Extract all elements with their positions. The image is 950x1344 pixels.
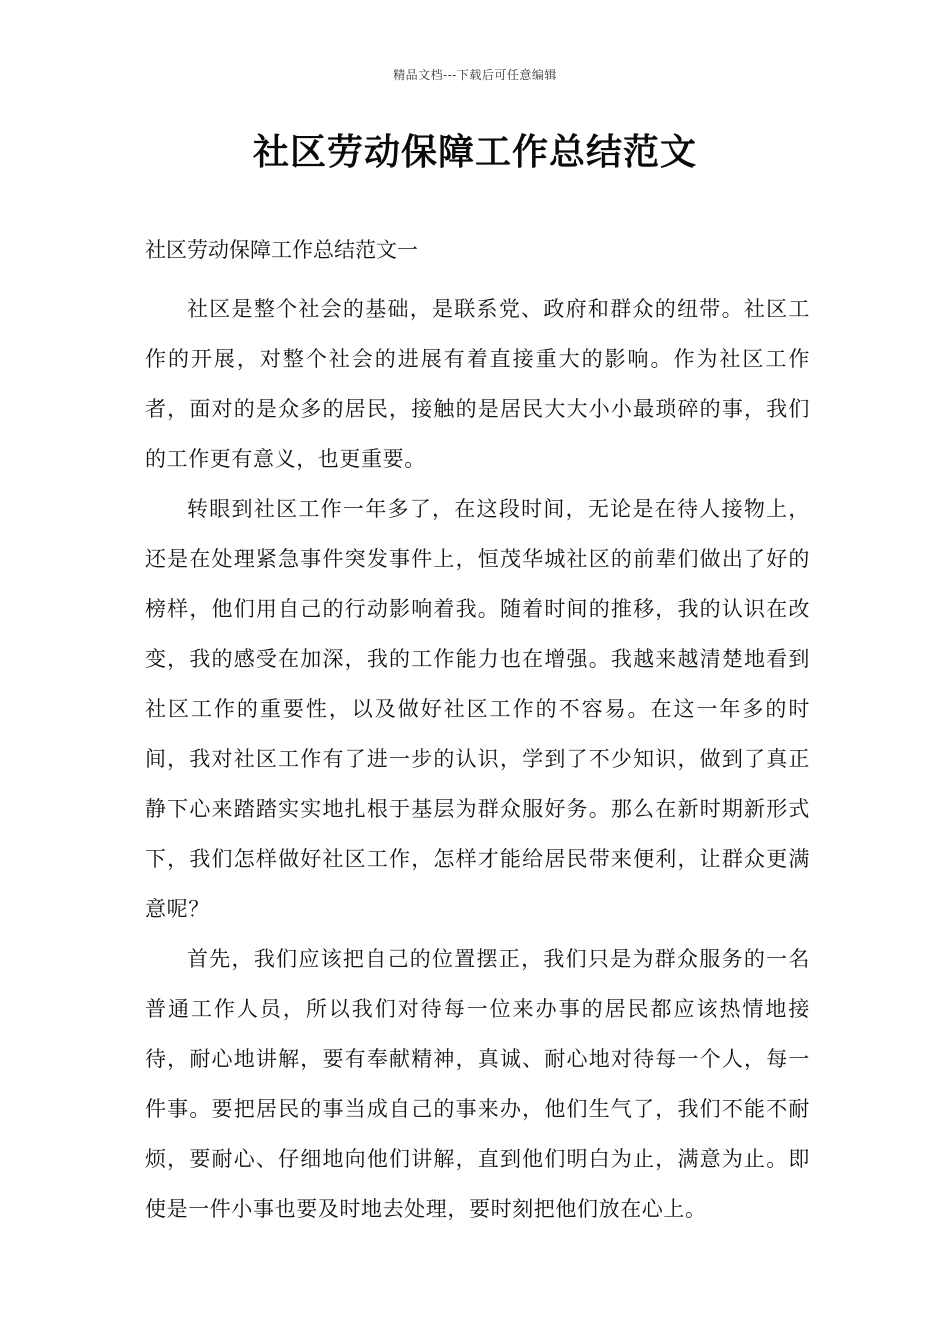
header-note: 精品文档---下载后可任意编辑 (393, 68, 557, 82)
document-subtitle: 社区劳动保障工作总结范文一 (145, 238, 418, 262)
paragraph-2: 转眼到社区工作一年多了，在这段时间，无论是在待人接物上，还是在处理紧急事件突发事件上，恒茂华城社区的前辈们做出了好的榜样，他们用自己的行动影响着我。随着时间的推移，我的认识在改变，我的感受在加深，我的工作能力也在增强。我越来越清楚地看到社区工作的重要性，以及做好社区工作的不容易。在这一年多的时间，我对社区工作有了进一步的认识，学到了不少知识，做到了真正静下心来踏踏实实地扎根于基层为群众服好务。那么在新时期新形式下，我们怎样做好社区工作，怎样才能给居民带来便利，让群众更满意呢？ (145, 497, 810, 921)
document-title: 社区劳动保障工作总结范文 (252, 131, 697, 173)
document-body (145, 284, 810, 1234)
paragraph-1: 社区是整个社会的基础，是联系党、政府和群众的纽带。社区工作的开展，对整个社会的进展有着直接重大的影响。作为社区工作者，面对的是众多的居民，接触的是居民大大小小最琐碎的事，我们的工作更有意义，也更重要。 (145, 297, 810, 471)
paragraph-3: 首先，我们应该把自己的位置摆正，我们只是为群众服务的一名普通工作人员，所以我们对待每一位来办事的居民都应该热情地接待，耐心地讲解，要有奉献精神，真诚、耐心地对待每一个人，每一件事。要把居民的事当成自己的事来办，他们生气了，我们不能不耐烦，要耐心、仔细地向他们讲解，直到他们明白为止，满意为止。即使是一件小事也要及时地去处理，要时刻把他们放在心上。 (145, 947, 810, 1221)
